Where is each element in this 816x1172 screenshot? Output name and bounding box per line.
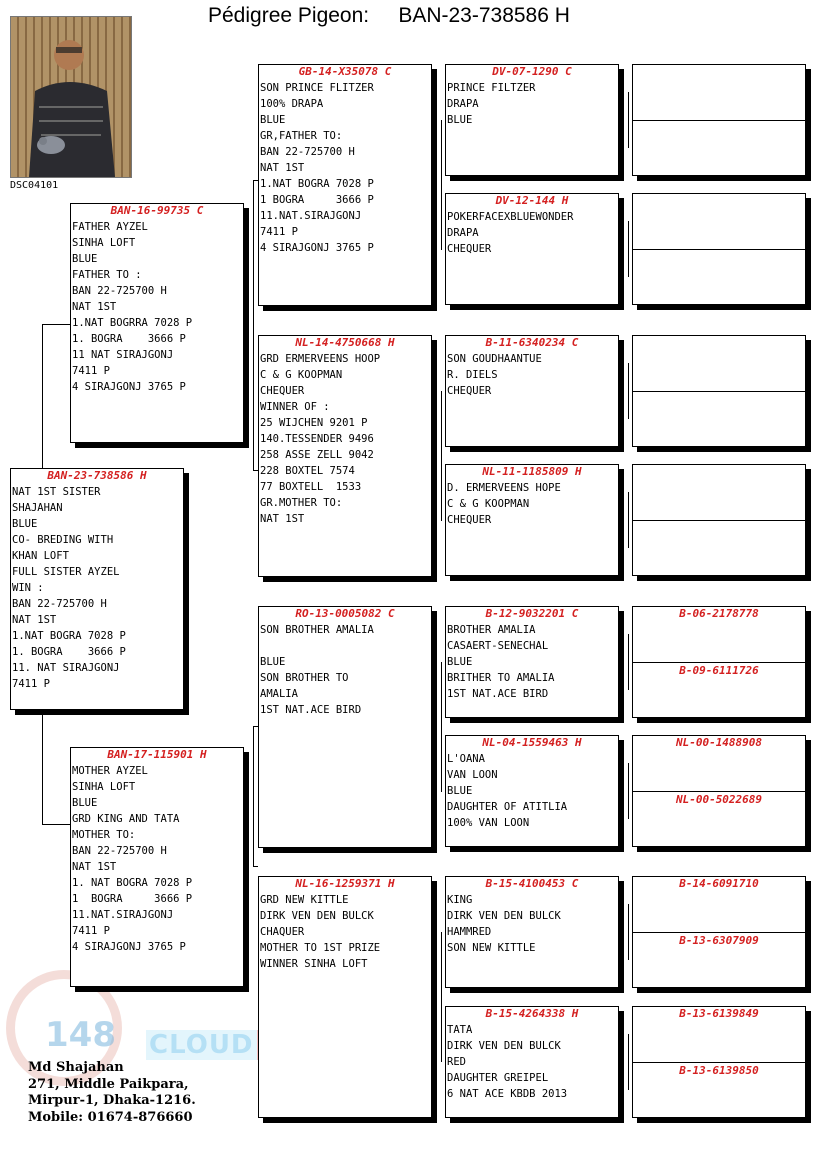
pigeon-details (446, 478, 618, 528)
connector-line (42, 824, 70, 825)
detail-line: 1.NAT BOGRA 7028 P (260, 178, 374, 190)
ring-number (633, 522, 805, 535)
pigeon-details (11, 482, 183, 692)
ring-number: B-15-4100453 C (485, 877, 579, 890)
detail-line: BLUE (447, 785, 473, 797)
detail-line: 4 SIRAJGONJ 3765 P (72, 941, 186, 953)
page-title (208, 4, 570, 28)
ring-number (633, 465, 805, 478)
pedigree-card-ddd (445, 1006, 619, 1118)
divider (633, 932, 805, 933)
ring-number: NL-00-1488908 (675, 736, 763, 749)
detail-line: SON BROTHER TO (260, 672, 349, 684)
ring-number: B-14-6091710 (679, 877, 759, 890)
pedigree-card-gen5-sss (632, 64, 806, 176)
detail-line: BLUE (260, 656, 286, 668)
ring-number: NL-00-5022689 (675, 793, 763, 806)
pedigree-card-sire-sire (258, 64, 432, 306)
connector-line (441, 391, 442, 521)
detail-line: DRAPA (447, 98, 479, 110)
divider (633, 249, 805, 250)
detail-line: 1. BOGRA 3666 P (72, 333, 186, 345)
detail-line: KING (447, 894, 473, 906)
detail-line: 100% DRAPA (260, 98, 324, 110)
pigeon-details (259, 78, 431, 256)
ring-number: RO-13-0005082 C (295, 607, 395, 620)
detail-line: 11.NAT.SIRAJGONJ (72, 909, 174, 921)
divider (633, 662, 805, 663)
connector-line (253, 866, 258, 867)
detail-line: DRAPA (447, 227, 479, 239)
ring-number: BAN-17-115901 H (107, 748, 207, 761)
divider (633, 791, 805, 792)
ring-number: BAN-23-738586 H (47, 469, 147, 482)
ring-number: BAN-16-99735 C (110, 204, 204, 217)
pigeon-details (71, 217, 243, 395)
connector-line (628, 492, 629, 548)
pedigree-card-sire-dam (258, 335, 432, 577)
connector-line (253, 726, 254, 866)
detail-line: CHEQUER (447, 243, 492, 255)
detail-line: SINHA LOFT (72, 237, 136, 249)
watermark-number: 148 (45, 1015, 116, 1055)
pedigree-card-dds (445, 876, 619, 988)
ring-number: GB-14-X35078 C (298, 65, 392, 78)
pedigree-card-dam (70, 747, 244, 987)
pedigree-card-dam-dam (258, 876, 432, 1118)
detail-line: SON BROTHER AMALIA (260, 624, 374, 636)
connector-line (42, 324, 70, 325)
pedigree-card-gen5-sdd (632, 464, 806, 576)
detail-line: FULL SISTER AYZEL (12, 566, 120, 578)
detail-line: 7411 P (72, 365, 110, 377)
detail-line: NAT 1ST (72, 301, 117, 313)
ring-number (633, 251, 805, 264)
detail-line: 25 WIJCHEN 9201 P (260, 417, 368, 429)
detail-line: 11.NAT.SIRAJGONJ (260, 210, 362, 222)
pedigree-card-gen5-ddd (632, 1006, 806, 1118)
pedigree-card-sss (445, 64, 619, 176)
ring-number: NL-16-1259371 H (295, 877, 395, 890)
pigeon-details (446, 1020, 618, 1102)
pigeon-details (446, 890, 618, 956)
pedigree-card-gen5-sds (632, 335, 806, 447)
pedigree-card-ssd (445, 193, 619, 305)
detail-line: NAT 1ST SISTER (12, 486, 101, 498)
connector-line (628, 904, 629, 960)
connector-line (628, 92, 629, 148)
pedigree-card-sire (70, 203, 244, 443)
detail-line: 100% VAN LOON (447, 817, 530, 829)
detail-line: DIRK VEN DEN BULCK (447, 910, 561, 922)
detail-line: 258 ASSE ZELL 9042 (260, 449, 374, 461)
detail-line: CHEQUER (447, 385, 492, 397)
detail-line: NAT 1ST (260, 513, 305, 525)
ring-number: B-12-9032201 C (485, 607, 579, 620)
divider (633, 391, 805, 392)
pigeon-details (259, 349, 431, 527)
pedigree-card-gen5-dsd (632, 735, 806, 847)
detail-line: BLUE (72, 253, 98, 265)
ring-number: NL-11-1185809 H (482, 465, 582, 478)
photo-caption: DSC04101 (10, 180, 59, 191)
detail-line: WINNER SINHA LOFT (260, 958, 368, 970)
pigeon-details (446, 78, 618, 128)
detail-line: POKERFACEXBLUEWONDER (447, 211, 574, 223)
detail-line: 77 BOXTELL 1533 (260, 481, 362, 493)
pigeon-details (446, 349, 618, 399)
ring-number: B-13-6139850 (679, 1064, 759, 1077)
detail-line: NAT 1ST (260, 162, 305, 174)
pedigree-card-gen5-ssd (632, 193, 806, 305)
owner-address-line1: 271, Middle Paikpara, (28, 1076, 189, 1092)
ring-number: NL-04-1559463 H (482, 736, 582, 749)
detail-line: BLUE (72, 797, 98, 809)
detail-line: GRD ERMERVEENS HOOP (260, 353, 381, 365)
detail-line: BAN 22-725700 H (260, 146, 355, 158)
ring-number (633, 194, 805, 207)
detail-line: AMALIA (260, 688, 298, 700)
detail-line: SINHA LOFT (72, 781, 136, 793)
detail-line: SHAJAHAN (12, 502, 63, 514)
detail-line: BLUE (447, 656, 473, 668)
pedigree-card-gen5-dds (632, 876, 806, 988)
connector-line (628, 363, 629, 419)
pigeon-details (71, 761, 243, 955)
detail-line (260, 638, 431, 654)
ring-number: DV-07-1290 C (492, 65, 572, 78)
connector-line (441, 932, 442, 1062)
divider (633, 520, 805, 521)
detail-line: CHAQUER (260, 926, 305, 938)
detail-line: 1ST NAT.ACE BIRD (260, 704, 362, 716)
detail-line: RED (447, 1056, 466, 1068)
detail-line: SON NEW KITTLE (447, 942, 536, 954)
ring-number: B-13-6139849 (679, 1007, 759, 1020)
owner-mobile: Mobile: 01674-876660 (28, 1109, 193, 1125)
detail-line: TATA (447, 1024, 473, 1036)
detail-line: DAUGHTER OF ATITLIA (447, 801, 568, 813)
detail-line: CHEQUER (260, 385, 305, 397)
owner-address-line2: Mirpur-1, Dhaka-1216. (28, 1093, 196, 1108)
detail-line: PRINCE FILTZER (447, 82, 536, 94)
pedigree-card-sds (445, 335, 619, 447)
detail-line: 4 SIRAJGONJ 3765 P (260, 242, 374, 254)
pigeon-details (259, 620, 431, 718)
connector-line (441, 662, 442, 792)
detail-line: GR.MOTHER TO: (260, 497, 343, 509)
detail-line: MOTHER TO 1ST PRIZE (260, 942, 381, 954)
detail-line: BLUE (260, 114, 286, 126)
pedigree-card-gen5-dss (632, 606, 806, 718)
detail-line: NAT 1ST (72, 861, 117, 873)
detail-line: 228 BOXTEL 7574 (260, 465, 355, 477)
detail-line: 1. BOGRA 3666 P (12, 646, 126, 658)
detail-line: FATHER AYZEL (72, 221, 148, 233)
detail-line: 140.TESSENDER 9496 (260, 433, 374, 445)
connector-line (441, 120, 442, 250)
pedigree-card-dsd (445, 735, 619, 847)
detail-line: MOTHER AYZEL (72, 765, 148, 777)
connector-line (628, 1034, 629, 1090)
ring-number: B-06-2178778 (679, 607, 759, 620)
detail-line: 1. NAT BOGRA 7028 P (72, 877, 193, 889)
watermark-brand-a: CLOUD (146, 1030, 257, 1060)
detail-line: BLUE (447, 114, 473, 126)
detail-line: HAMMRED (447, 926, 492, 938)
detail-line: L'OANA (447, 753, 485, 765)
detail-line: C & G KOOPMAN (447, 498, 530, 510)
ring-number: DV-12-144 H (495, 194, 569, 207)
detail-line: 7411 P (260, 226, 298, 238)
detail-line: 6 NAT ACE KBDB 2013 (447, 1088, 568, 1100)
detail-line: 1.NAT BOGRA 7028 P (12, 630, 126, 642)
pigeon-details (259, 890, 431, 972)
detail-line: GRD KING AND TATA (72, 813, 180, 825)
pigeon-details (446, 620, 618, 702)
detail-line: CO- BREDING WITH (12, 534, 114, 546)
detail-line: MOTHER TO: (72, 829, 136, 841)
detail-line: DAUGHTER GREIPEL (447, 1072, 549, 1084)
title-label: Pédigree Pigeon: (208, 4, 370, 27)
ring-number: B-11-6340234 C (485, 336, 579, 349)
detail-line: SON PRINCE FLITZER (260, 82, 374, 94)
detail-line: D. ERMERVEENS HOPE (447, 482, 561, 494)
connector-line (42, 710, 43, 824)
pigeon-details (446, 749, 618, 831)
detail-line: VAN LOON (447, 769, 498, 781)
connector-line (42, 324, 43, 470)
detail-line: WINNER OF : (260, 401, 330, 413)
detail-line: SON GOUDHAANTUE (447, 353, 542, 365)
person-with-pigeon-image (11, 17, 131, 177)
ring-number: NL-14-4750668 H (295, 336, 395, 349)
pedigree-card-dss (445, 606, 619, 718)
detail-line: DIRK VEN DEN BULCK (260, 910, 374, 922)
detail-line: R. DIELS (447, 369, 498, 381)
ring-number (633, 65, 805, 78)
detail-line: 7411 P (12, 678, 50, 690)
detail-line: CASAERT-SENECHAL (447, 640, 549, 652)
pedigree-card-dam-sire (258, 606, 432, 848)
detail-line: 7411 P (72, 925, 110, 937)
detail-line: 1 BOGRA 3666 P (260, 194, 374, 206)
divider (633, 1062, 805, 1063)
detail-line: C & G KOOPMAN (260, 369, 343, 381)
detail-line: WIN : (12, 582, 44, 594)
ring-number (633, 122, 805, 135)
detail-line: 11 NAT SIRAJGONJ (72, 349, 174, 361)
detail-line: FATHER TO : (72, 269, 142, 281)
detail-line: 1 BOGRA 3666 P (72, 893, 193, 905)
pigeon-details (446, 207, 618, 257)
detail-line: BLUE (12, 518, 38, 530)
pigeon-owner-photo (10, 16, 132, 178)
divider (633, 120, 805, 121)
owner-contact (28, 1060, 196, 1126)
detail-line: DIRK VEN DEN BULCK (447, 1040, 561, 1052)
detail-line: BAN 22-725700 H (72, 845, 167, 857)
ring-number: B-15-4264338 H (485, 1007, 579, 1020)
detail-line: 4 SIRAJGONJ 3765 P (72, 381, 186, 393)
connector-line (628, 634, 629, 690)
detail-line: GR,FATHER TO: (260, 130, 343, 142)
detail-line: KHAN LOFT (12, 550, 69, 562)
detail-line: 11. NAT SIRAJGONJ (12, 662, 120, 674)
detail-line: BROTHER AMALIA (447, 624, 536, 636)
detail-line: NAT 1ST (12, 614, 57, 626)
connector-line (253, 180, 254, 470)
detail-line: BAN 22-725700 H (72, 285, 167, 297)
detail-line: 1.NAT BOGRRA 7028 P (72, 317, 193, 329)
ring-number: B-09-6111726 (679, 664, 759, 677)
detail-line: GRD NEW KITTLE (260, 894, 349, 906)
title-ring: BAN-23-738586 H (398, 4, 570, 27)
owner-name: Md Shajahan (28, 1060, 124, 1075)
ring-number (633, 393, 805, 406)
detail-line: 1ST NAT.ACE BIRD (447, 688, 549, 700)
detail-line: BAN 22-725700 H (12, 598, 107, 610)
connector-line (628, 763, 629, 819)
pedigree-card-sdd (445, 464, 619, 576)
connector-line (628, 221, 629, 277)
pedigree-card-subject (10, 468, 184, 710)
ring-number (633, 336, 805, 349)
ring-number: B-13-6307909 (679, 934, 759, 947)
detail-line: CHEQUER (447, 514, 492, 526)
detail-line: BRITHER TO AMALIA (447, 672, 555, 684)
